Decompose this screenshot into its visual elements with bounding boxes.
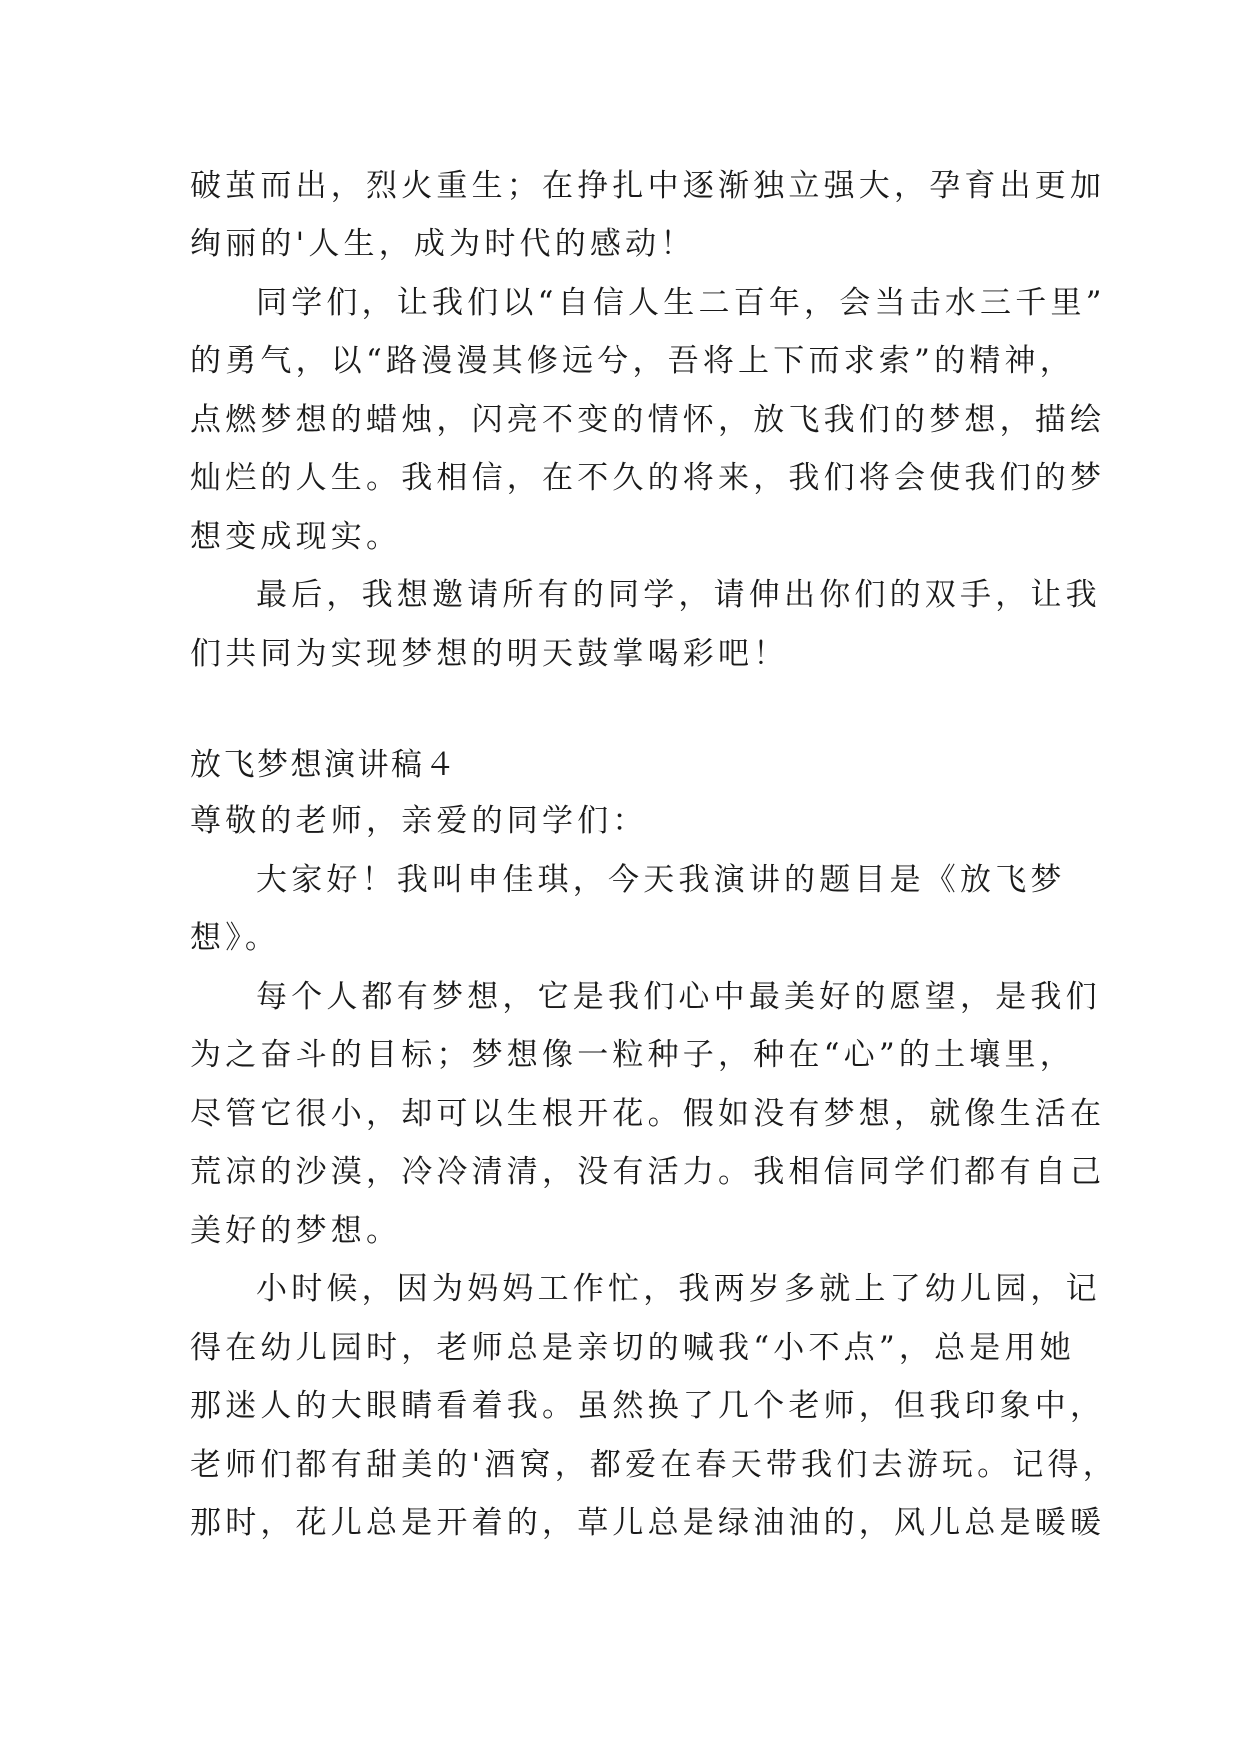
- paragraph-start: 小时候，因为妈妈工作忙，我两岁多就上了幼儿园，记: [256, 1271, 1101, 1307]
- section-title: 放飞梦想演讲稿４: [190, 747, 458, 783]
- text-line: 那迷人的大眼睛看着我。虽然换了几个老师，但我印象中，: [190, 1388, 1106, 1424]
- text-line: 的勇气，以“路漫漫其修远兮，吾将上下而求索”的精神，: [190, 343, 1075, 379]
- paragraph-start: 每个人都有梦想，它是我们心中最美好的愿望，是我们: [256, 979, 1101, 1015]
- text-line: 为之奋斗的目标；梦想像一粒种子，种在“心”的土壤里，: [190, 1037, 1075, 1073]
- text-line: 们共同为实现梦想的明天鼓掌喝彩吧！: [190, 636, 789, 672]
- text-line: 美好的梦想。: [190, 1213, 402, 1249]
- text-line: 绚丽的'人生，成为时代的感动！: [190, 226, 696, 262]
- salutation: 尊敬的老师，亲爱的同学们：: [190, 803, 648, 839]
- text-line: 那时，花儿总是开着的，草儿总是绿油油的，风儿总是暖暖: [190, 1505, 1106, 1541]
- text-line: 点燃梦想的蜡烛，闪亮不变的情怀，放飞我们的梦想，描绘: [190, 402, 1106, 438]
- paragraph-start: 大家好！我叫申佳琪，今天我演讲的题目是《放飞梦: [256, 862, 1066, 898]
- paragraph-start: 同学们，让我们以“自信人生二百年，会当击水三千里”: [256, 285, 1106, 321]
- text-line: 老师们都有甜美的'酒窝，都爱在春天带我们去游玩。记得，: [190, 1447, 1118, 1483]
- text-line: 想》。: [190, 920, 281, 956]
- text-line: 灿烂的人生。我相信，在不久的将来，我们将会使我们的梦: [190, 460, 1106, 496]
- text-line: 想变成现实。: [190, 519, 402, 555]
- text-line: 尽管它很小，却可以生根开花。假如没有梦想，就像生活在: [190, 1096, 1106, 1132]
- text-line: 破茧而出，烈火重生；在挣扎中逐渐独立强大，孕育出更加: [190, 168, 1106, 204]
- text-line: 得在幼儿园时，老师总是亲切的喊我“小不点”，总是用她: [190, 1330, 1075, 1366]
- paragraph-start: 最后，我想邀请所有的同学，请伸出你们的双手，让我: [256, 577, 1101, 613]
- text-line: 荒凉的沙漠，冷冷清清，没有活力。我相信同学们都有自己: [190, 1154, 1106, 1190]
